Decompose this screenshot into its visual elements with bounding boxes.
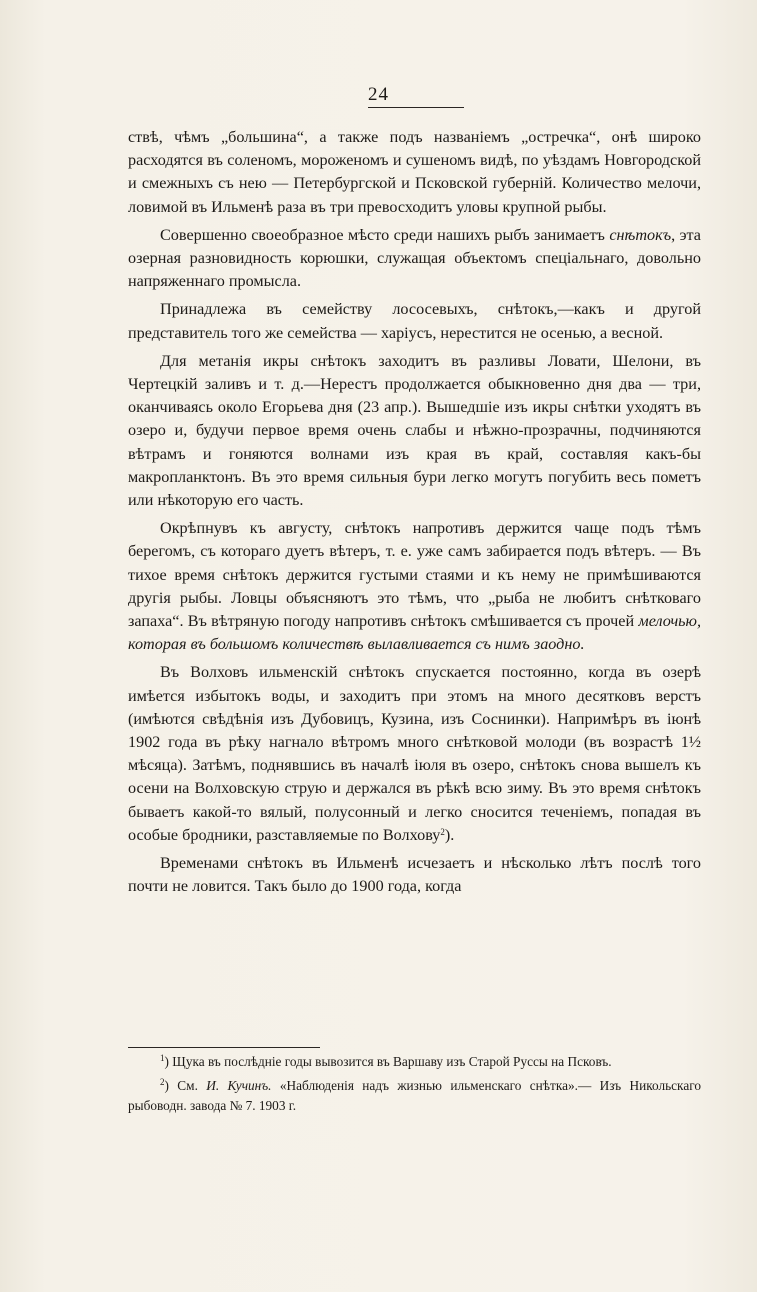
footnote-ref: 2 [440,826,445,837]
paragraph-7: Временами снѣтокъ въ Ильменѣ исчезаетъ и нѣсколько лѣтъ послѣ того почти не ловится. Такъ было до 1900 года, когда [128,854,701,896]
footnote-mark: 2 [160,1077,165,1087]
paragraph-6: Въ Волховъ ильменскій снѣтокъ спускается постоянно, когда въ озерѣ имѣется избытокъ воды, и заходитъ при этомъ на много десятковъ верстъ (имѣются свѣдѣнія изъ Дубовицъ, Кузина, изъ Соснинки). Напримѣръ въ іюнѣ 1902 года въ рѣку нагнало вѣтромъ много снѣтковой молоди (въ возрастѣ 1½ мѣсяца). Затѣмъ, поднявшись въ началѣ іюля въ озеро, снѣтокъ снова вышелъ къ осени на Волховскую струю и держался въ рѣкѣ всю зиму. Въ это время снѣтокъ бываетъ какой-то вялый, полусонный и легко сносится теченіемъ, попадая въ особые бродники, разставляемые по Волхову$^2$). [128,663,701,844]
paragraph-1: ствѣ, чѣмъ „большина“, а также подъ названіемъ „остречка“, онѣ широко расходятся въ соленомъ, мороженомъ и сушеномъ видѣ, по уѣздамъ Новгородской и смежныхъ съ нею — Петербургской и Псковской губерній. Количество мелочи, ловимой въ Ильменѣ раза въ три превосходитъ уловы крупной рыбы. [128,128,701,216]
paragraph-5: Окрѣпнувъ къ августу, снѣтокъ напротивъ держится чаще подъ тѣмъ берегомъ, съ котораго дуетъ вѣтеръ, т. е. уже самъ забирается подъ вѣтеръ. — Въ тихое время снѣтокъ держится густыми стаями и къ нему не примѣшиваются другія рыбы. Ловцы объясняютъ это тѣмъ, что „рыба не любитъ снѣтковаго запаха“. Въ вѣтряную погоду напротивъ снѣтокъ смѣшивается съ прочей мелочью, которая въ большомъ количествѣ вылавливается съ нимъ заодно. [128,519,701,654]
emphasis-term: снѣтокъ [609,225,672,244]
footnote-rule [128,1047,320,1048]
page-number: 24 [368,84,389,105]
footnote-1: $^1$) Щука въ послѣдніе годы вывозится въ Варшаву изъ Старой Руссы на Псковъ. [160,1053,612,1069]
emphasis-phrase: мелочью, которая въ большомъ количествѣ вылавливается съ нимъ заодно. [128,612,701,654]
page-number-rule [368,107,464,108]
paragraph-3: Принадлежа въ семейству лососевыхъ, снѣтокъ,—какъ и другой представитель того же семейства — харіусъ, нерестится не осенью, а весной. [128,300,701,342]
paragraph-4: Для метанія икры снѣтокъ заходитъ въ разливы Ловати, Шелони, въ Чертецкій заливъ и т. д.—Нерестъ продолжается обыкновенно дня два — три, оканчиваясь около Егорьева дня (23 апр.). Вышедшіе изъ икры снѣтки уходятъ въ озеро и, будучи первое время очень слабы и нѣжно-прозрачны, подчиняются вѣтрамъ и гоняются волнами изъ края въ край, составляя какъ-бы макропланктонъ. Въ это время сильныя бури легко могутъ погубить весь пометъ или нѣкоторую его часть. [128,351,701,510]
footnote-mark: 1 [160,1053,165,1063]
main-text [128,126,701,899]
footnotes [128,1052,701,1116]
paragraph-2: Совершенно своеобразное мѣсто среди нашихъ рыбъ занимаетъ снѣтокъ, эта озерная разновидность корюшки, служащая объектомъ спеціальнаго, довольно напряженнаго промысла. [128,225,701,291]
footnote-author: И. Кучинъ. [206,1078,272,1093]
footnote-2: $^2$) См. И. Кучинъ. «Наблюденія надъ жизнью ильменскаго снѣтка».— Изъ Никольскаго рыбоводн. завода № 7. 1903 г. [128,1077,701,1113]
